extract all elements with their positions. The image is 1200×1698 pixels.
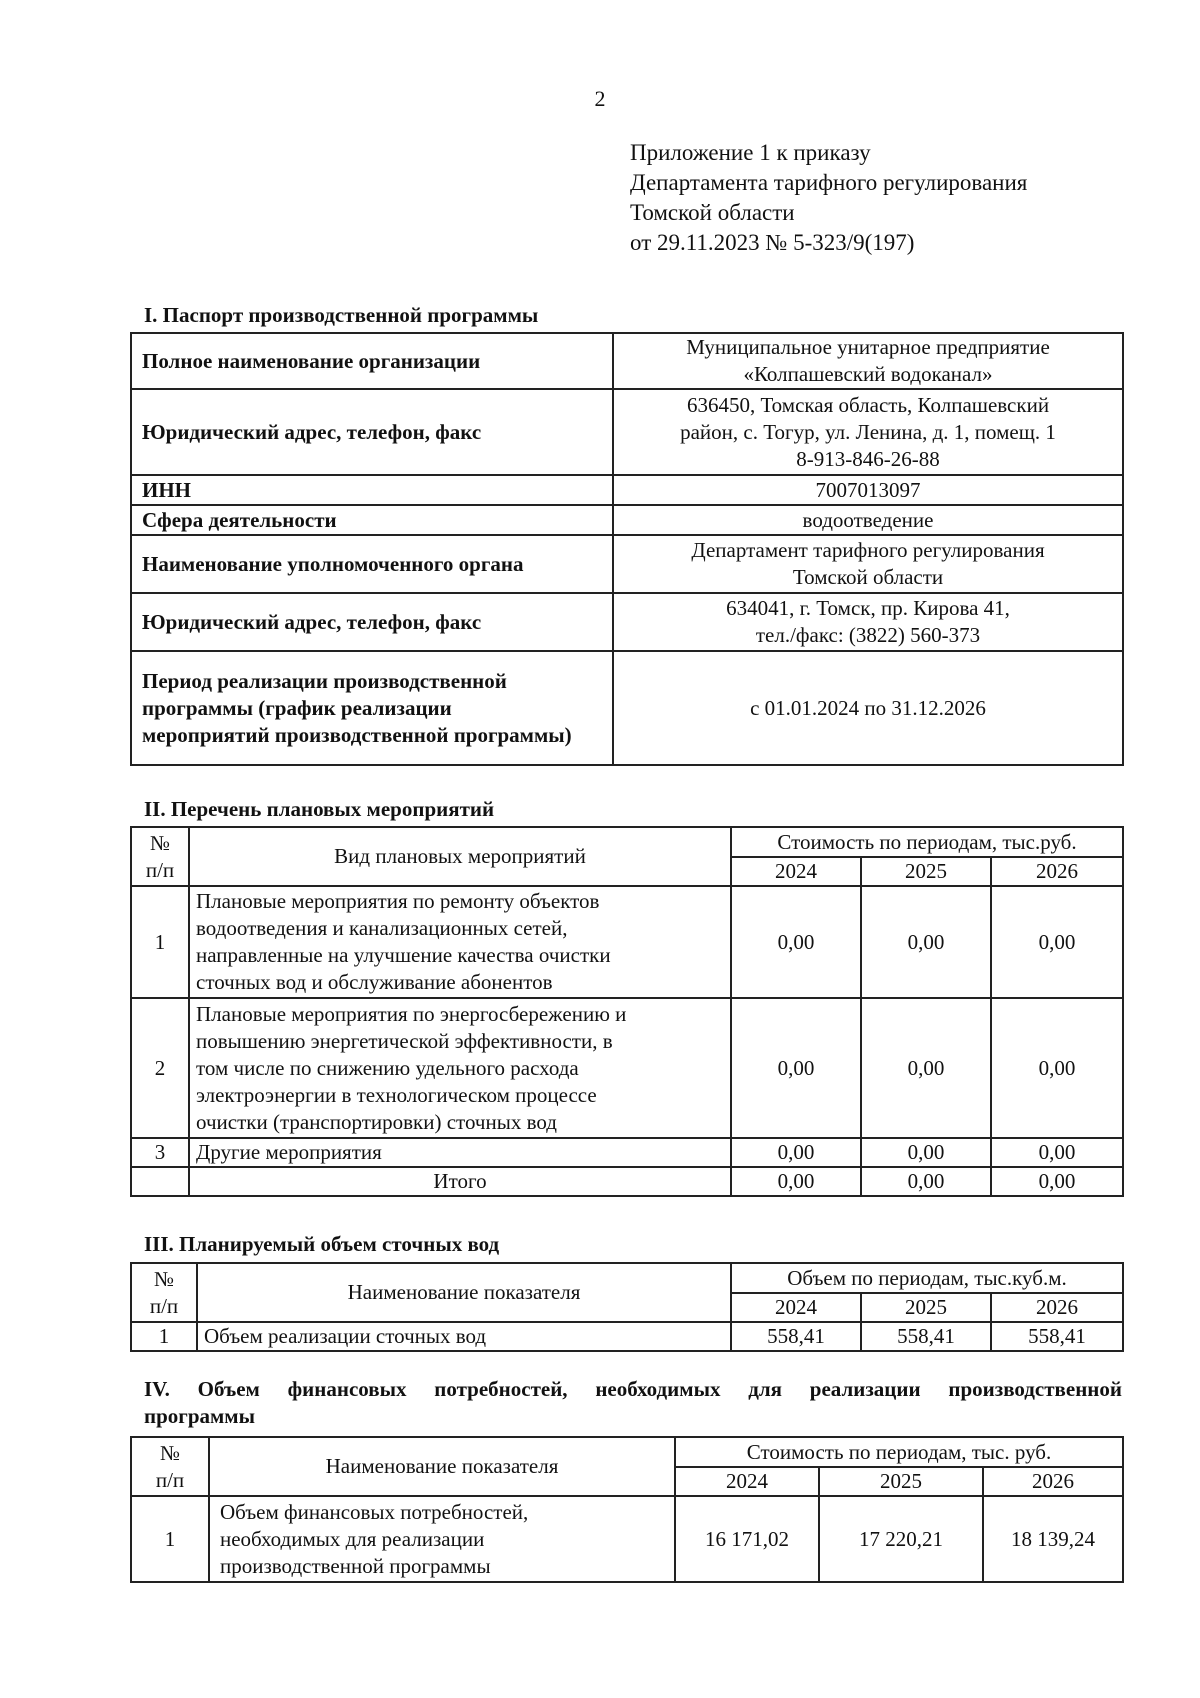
year-header: 2024 bbox=[731, 1293, 861, 1322]
row-value: 18 139,24 bbox=[983, 1496, 1123, 1582]
passport-table bbox=[130, 332, 1124, 766]
row-value: 16 171,02 bbox=[675, 1496, 819, 1582]
total-label: Итого bbox=[189, 1167, 731, 1196]
row-value: 558,41 bbox=[991, 1322, 1123, 1351]
passport-label: ИНН bbox=[131, 475, 613, 505]
table-header-row bbox=[131, 1437, 1123, 1467]
table-row bbox=[131, 998, 1123, 1138]
row-name: Плановые мероприятия по ремонту объектов водоотведения и канализационных сетей, направленные на улучшение качества очистки сточных вод и обслуживание абонентов bbox=[189, 886, 731, 998]
row-value: 558,41 bbox=[731, 1322, 861, 1351]
table-header-row bbox=[131, 1263, 1123, 1293]
table-row bbox=[131, 1138, 1123, 1167]
table-row bbox=[131, 651, 1123, 765]
col-volume-header: Объем по периодам, тыс.куб.м. bbox=[731, 1263, 1123, 1293]
table-header-row bbox=[131, 827, 1123, 857]
year-header: 2024 bbox=[675, 1467, 819, 1496]
row-num: 1 bbox=[131, 1496, 209, 1582]
planned-measures-table bbox=[130, 826, 1124, 1197]
row-num: 2 bbox=[131, 998, 189, 1138]
col-cost-header: Стоимость по периодам, тыс. руб. bbox=[675, 1437, 1123, 1467]
passport-value: 7007013097 bbox=[613, 475, 1123, 505]
row-value: 0,00 bbox=[731, 998, 861, 1138]
row-value: 0,00 bbox=[861, 1138, 991, 1167]
year-header: 2026 bbox=[983, 1467, 1123, 1496]
row-num: 1 bbox=[131, 1322, 197, 1351]
section-3-title: III. Планируемый объем сточных вод bbox=[144, 1232, 500, 1256]
year-header: 2026 bbox=[991, 1293, 1123, 1322]
col-name-header: Наименование показателя bbox=[209, 1437, 675, 1496]
row-num: 3 bbox=[131, 1138, 189, 1167]
row-value: 0,00 bbox=[861, 998, 991, 1138]
table-row bbox=[131, 505, 1123, 535]
row-name: Объем финансовых потребностей, необходимых для реализации производственной программы bbox=[209, 1496, 675, 1582]
total-num-empty bbox=[131, 1167, 189, 1196]
year-header: 2025 bbox=[861, 857, 991, 886]
row-value: 0,00 bbox=[991, 1138, 1123, 1167]
row-name: Плановые мероприятия по энергосбережению и повышению энергетической эффективности, в том числе по снижению удельного расхода электроэнергии в технологическом процессе очистки (транспортировки) сточных вод bbox=[189, 998, 731, 1138]
table-row bbox=[131, 886, 1123, 998]
page-number: 2 bbox=[594, 86, 606, 111]
appendix-line: Приложение 1 к приказу bbox=[630, 140, 871, 165]
year-header: 2025 bbox=[819, 1467, 983, 1496]
year-header: 2025 bbox=[861, 1293, 991, 1322]
section-4-title: IV. Объем финансовых потребностей, необходимых для реализации производственной программы bbox=[144, 1377, 1122, 1428]
row-value: 0,00 bbox=[861, 886, 991, 998]
table-row bbox=[131, 333, 1123, 389]
passport-label: Наименование уполномоченного органа bbox=[131, 535, 613, 593]
col-cost-header: Стоимость по периодам, тыс.руб. bbox=[731, 827, 1123, 857]
passport-label: Полное наименование организации bbox=[131, 333, 613, 389]
row-value: 0,00 bbox=[991, 886, 1123, 998]
table-row bbox=[131, 389, 1123, 475]
wastewater-volume-table bbox=[130, 1262, 1124, 1352]
passport-value: водоотведение bbox=[613, 505, 1123, 535]
col-num-header: № п/п bbox=[131, 827, 189, 886]
section-1-title: I. Паспорт производственной программы bbox=[144, 303, 539, 327]
table-row bbox=[131, 1322, 1123, 1351]
col-num-header: № п/п bbox=[131, 1437, 209, 1496]
table-row bbox=[131, 535, 1123, 593]
passport-value: Муниципальное унитарное предприятие «Колпашевский водоканал» bbox=[613, 333, 1123, 389]
appendix-header bbox=[630, 138, 1027, 258]
appendix-line: Департамента тарифного регулирования bbox=[630, 170, 1028, 195]
year-header: 2026 bbox=[991, 857, 1123, 886]
passport-label: Период реализации производственной программы (график реализации мероприятий производственной программы) bbox=[131, 651, 613, 765]
row-name: Объем реализации сточных вод bbox=[197, 1322, 731, 1351]
appendix-line: Томской области bbox=[630, 200, 795, 225]
col-num-header: № п/п bbox=[131, 1263, 197, 1322]
total-value: 0,00 bbox=[861, 1167, 991, 1196]
total-value: 0,00 bbox=[991, 1167, 1123, 1196]
row-value: 558,41 bbox=[861, 1322, 991, 1351]
passport-value: Департамент тарифного регулирования Томской области bbox=[613, 535, 1123, 593]
row-name: Другие мероприятия bbox=[189, 1138, 731, 1167]
passport-value: 636450, Томская область, Колпашевский район, с. Тогур, ул. Ленина, д. 1, помещ. 1 8-913-846-26-88 bbox=[613, 389, 1123, 475]
year-header: 2024 bbox=[731, 857, 861, 886]
total-row bbox=[131, 1167, 1123, 1196]
table-row bbox=[131, 593, 1123, 651]
row-value: 0,00 bbox=[731, 886, 861, 998]
financial-needs-table bbox=[130, 1436, 1124, 1583]
passport-label: Юридический адрес, телефон, факс bbox=[131, 389, 613, 475]
col-name-header: Вид плановых мероприятий bbox=[189, 827, 731, 886]
section-2-title: II. Перечень плановых мероприятий bbox=[144, 797, 495, 821]
passport-value: 634041, г. Томск, пр. Кирова 41, тел./факс: (3822) 560-373 bbox=[613, 593, 1123, 651]
total-value: 0,00 bbox=[731, 1167, 861, 1196]
col-name-header: Наименование показателя bbox=[197, 1263, 731, 1322]
passport-value: с 01.01.2024 по 31.12.2026 bbox=[613, 651, 1123, 765]
row-value: 0,00 bbox=[991, 998, 1123, 1138]
row-value: 17 220,21 bbox=[819, 1496, 983, 1582]
appendix-line: от 29.11.2023 № 5-323/9(197) bbox=[630, 230, 915, 255]
passport-label: Сфера деятельности bbox=[131, 505, 613, 535]
row-value: 0,00 bbox=[731, 1138, 861, 1167]
passport-label: Юридический адрес, телефон, факс bbox=[131, 593, 613, 651]
table-row bbox=[131, 1496, 1123, 1582]
row-num: 1 bbox=[131, 886, 189, 998]
table-row bbox=[131, 475, 1123, 505]
